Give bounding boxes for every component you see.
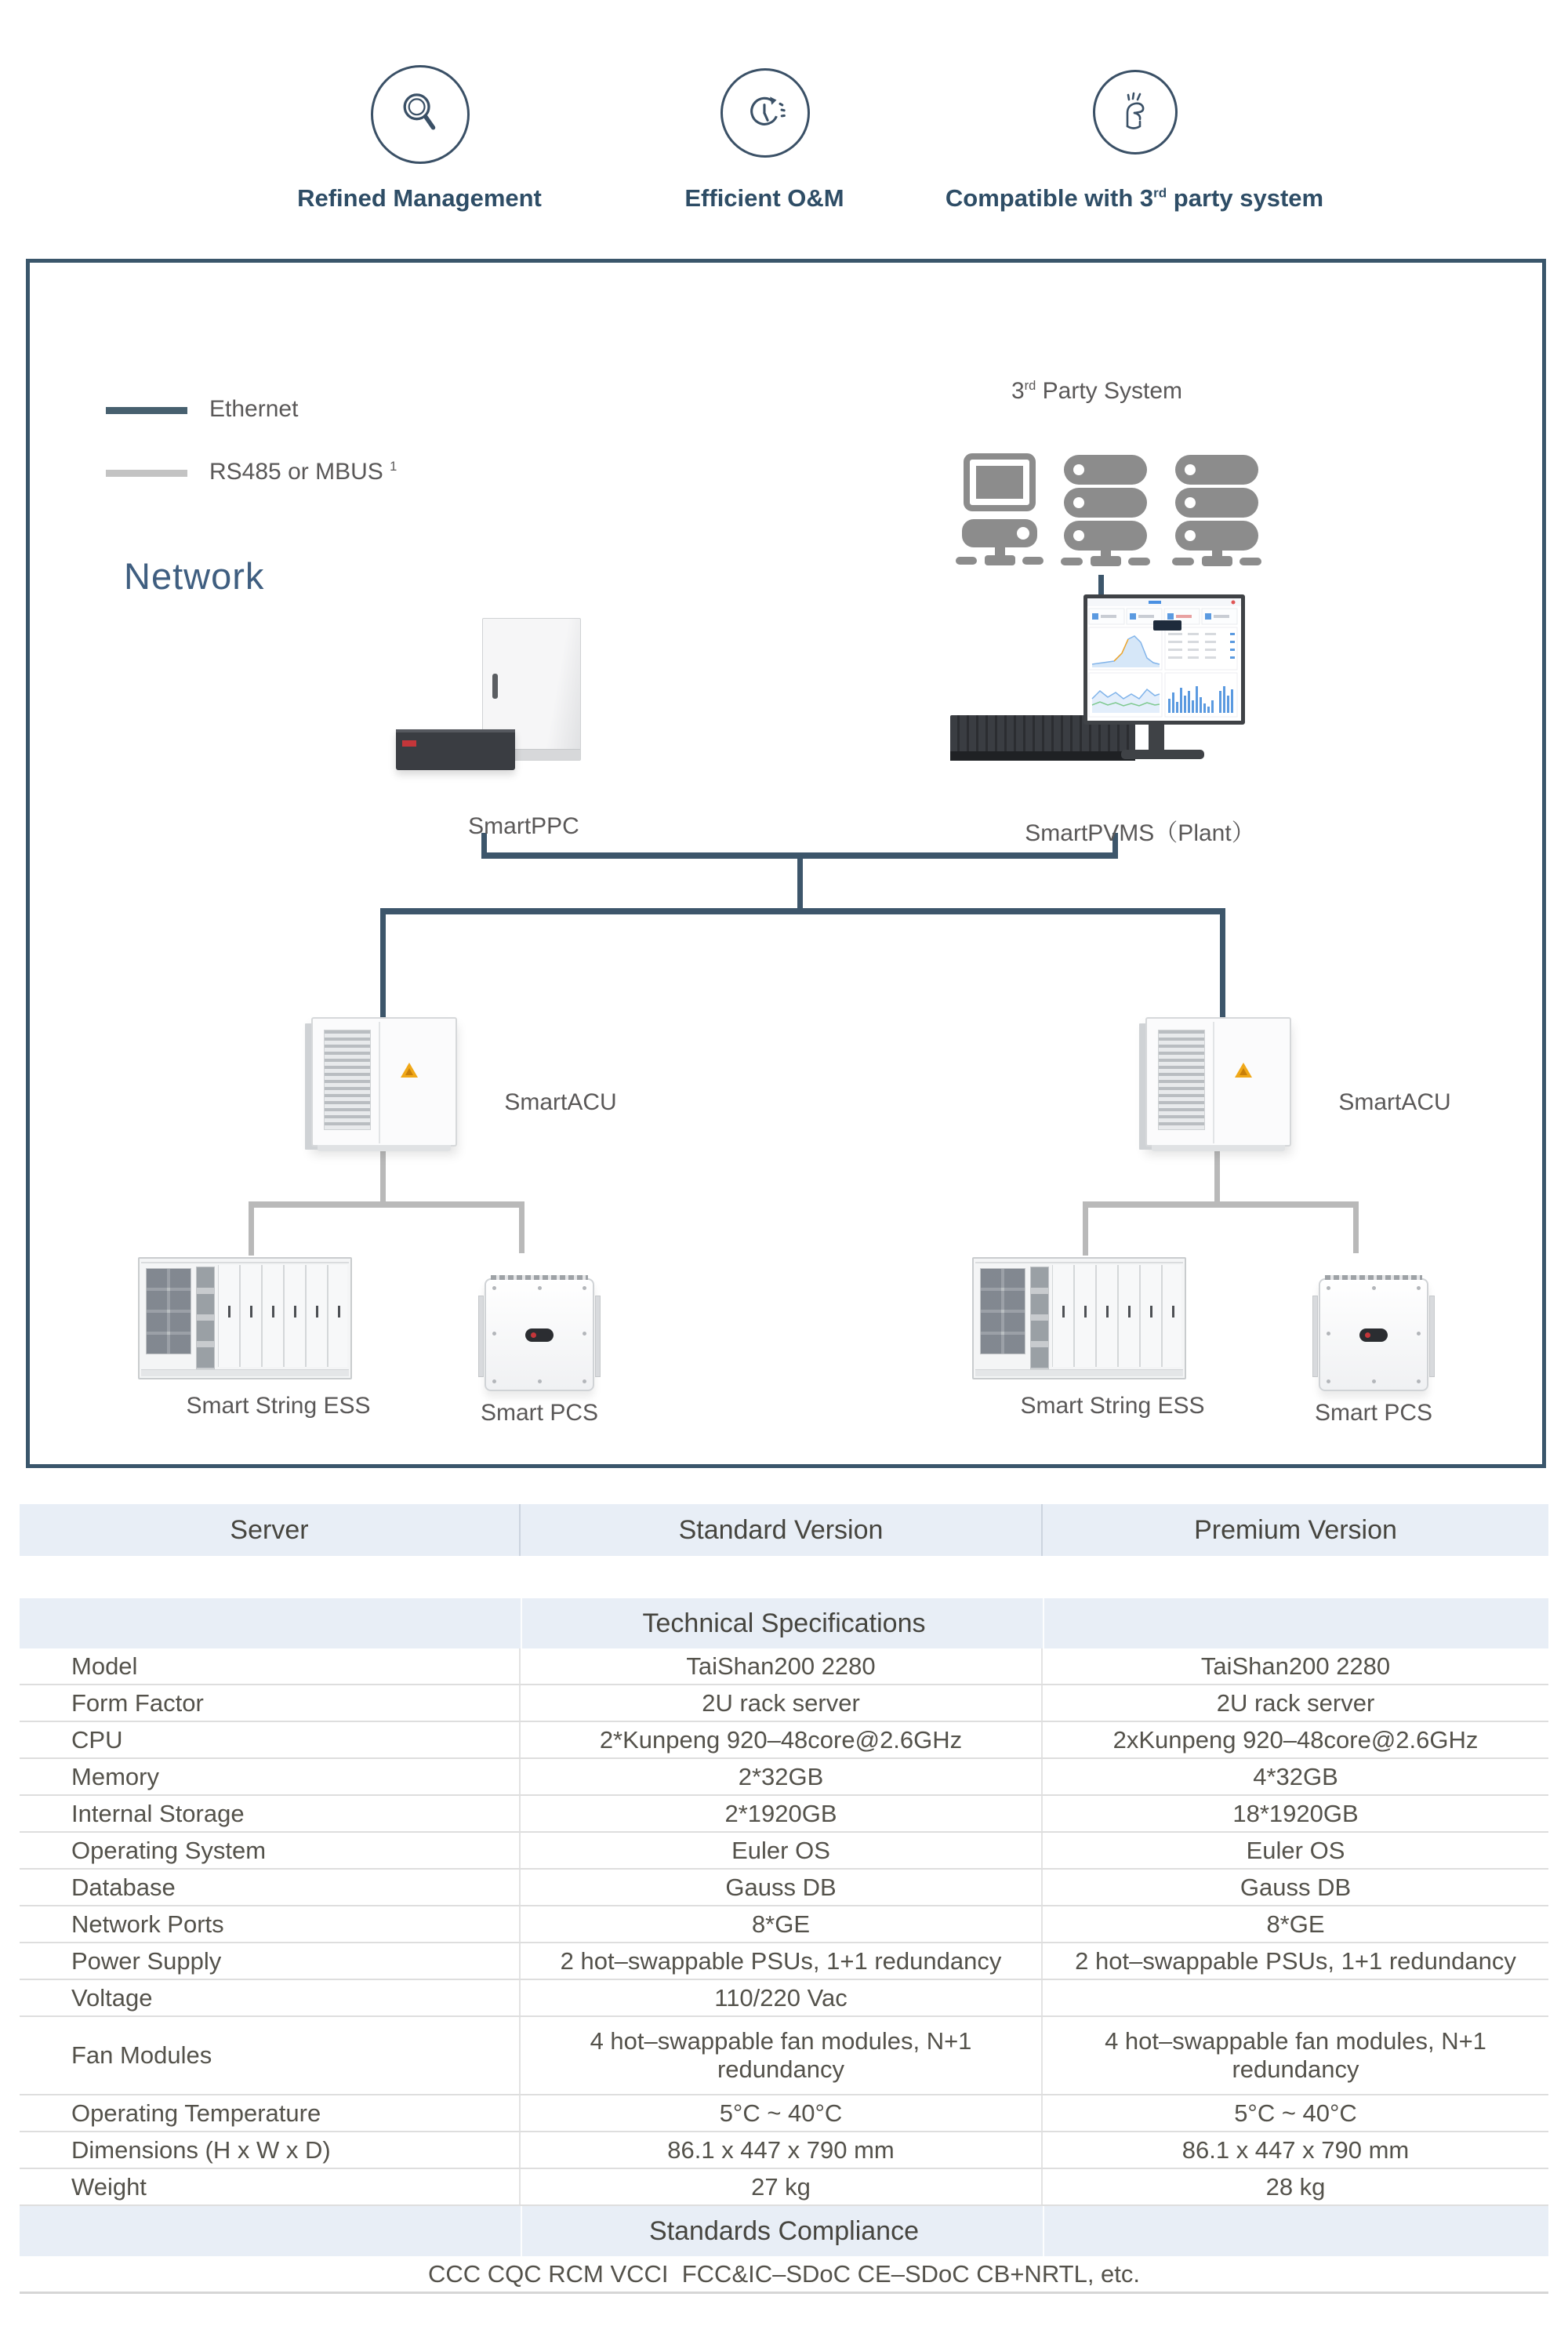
clock-arrow-icon (741, 87, 789, 140)
spec-cell-premium: 8*GE (1266, 1910, 1325, 1938)
ethernet-line-sample (106, 407, 187, 414)
rs485-line (1083, 1201, 1359, 1208)
spec-row-label: Form Factor (20, 1685, 521, 1721)
spec-table (20, 1504, 1548, 2294)
ethernet-line (1220, 914, 1225, 1019)
spec-row-label: Weight (20, 2169, 521, 2204)
legend-rs485-label: RS485 or MBUS $^1$ (209, 459, 397, 485)
spec-cell-standard: 2*1920GB (521, 1796, 1043, 1831)
spec-row-label: Voltage (20, 1980, 521, 2015)
feature-label-compatibility: Compatible with 3rd party system (945, 184, 1324, 212)
table-row (20, 2132, 1548, 2169)
server-stack-icon (1172, 453, 1261, 576)
spec-row-label: Operating Temperature (20, 2095, 521, 2131)
spec-cell-standard: 2*Kunpeng 920–48core@2.6GHz (521, 1722, 1043, 1757)
pcs-left-label: Smart PCS (480, 1400, 599, 1426)
spec-cell-premium: 4*32GB (1253, 1762, 1338, 1790)
network-title: Network (124, 555, 265, 597)
spec-row-label: Operating System (20, 1833, 521, 1868)
monitor-stand (1149, 725, 1164, 753)
rs485-line (519, 1208, 524, 1253)
spec-cell-premium: 4 hot–swappable fan modules, N+1 redundancy (1105, 2027, 1486, 2083)
spec-rows (20, 1648, 1548, 2206)
spec-cell-premium: 28 kg (1265, 2172, 1326, 2201)
spec-row-label: Model (20, 1648, 521, 1684)
spec-cell-standard: 2 hot–swappable PSUs, 1+1 redundancy (521, 1943, 1043, 1979)
spec-cell-standard: 2U rack server (521, 1685, 1043, 1721)
smartpvms-label: SmartPVMS（Plant） (1025, 820, 1255, 846)
dashboard-screen (1087, 598, 1241, 721)
spec-row-label: Fan Modules (20, 2017, 521, 2094)
spec-row-label: Internal Storage (20, 1796, 521, 1831)
smartacu-image (1145, 1017, 1291, 1147)
spec-cell-standard: Euler OS (521, 1833, 1043, 1868)
ethernet-line (481, 852, 1118, 859)
rs485-line (380, 1149, 386, 1201)
spec-cell-standard: TaiShan200 2280 (521, 1648, 1043, 1684)
spec-cell-standard: 4 hot–swappable fan modules, N+1 redundancy (521, 2017, 1043, 2094)
ethernet-line (380, 914, 386, 1019)
tech-specs-section-header: Technical Specifications (20, 1598, 1548, 1648)
rs485-line (249, 1208, 254, 1256)
warning-icon (1235, 1063, 1252, 1078)
feature-label-efficient-om: Efficient O&M (684, 184, 844, 212)
snap-fingers-icon (1112, 87, 1159, 138)
workstation-icon (956, 453, 1044, 576)
warning-icon (401, 1063, 418, 1078)
table-row (20, 2169, 1548, 2206)
magnifier-icon (394, 87, 446, 143)
table-gap (20, 1556, 1548, 1598)
smartacu-left-label: SmartACU (504, 1089, 617, 1115)
ess-right-label: Smart String ESS (1020, 1393, 1205, 1419)
standards-section-header: Standards Compliance (20, 2206, 1548, 2256)
feature-label-refined-management: Refined Management (297, 184, 542, 212)
server-stack-icon (1061, 453, 1150, 576)
smartppc-label: SmartPPC (468, 813, 579, 839)
refined-management-badge (371, 65, 470, 164)
spec-row-label: Power Supply (20, 1943, 521, 1979)
ethernet-line (380, 908, 1225, 914)
network-diagram-panel (26, 259, 1546, 1468)
spec-row-label: CPU (20, 1722, 521, 1757)
table-row (20, 1870, 1548, 1906)
spec-cell-premium: 2U rack server (1216, 1688, 1375, 1717)
table-row (20, 1906, 1548, 1943)
ess-left-label: Smart String ESS (186, 1393, 371, 1419)
spec-cell-premium: Euler OS (1246, 1836, 1345, 1864)
spec-row-label: Memory (20, 1759, 521, 1794)
spec-cell-standard: 110/220 Vac (521, 1980, 1043, 2015)
pcs-right-label: Smart PCS (1314, 1400, 1433, 1426)
rs485-line-sample (106, 470, 187, 477)
spec-cell-premium: 2xKunpeng 920–48core@2.6GHz (1112, 1725, 1479, 1754)
legend-ethernet-label: Ethernet (209, 396, 299, 422)
spec-cell-premium: 5°C ~ 40°C (1234, 2099, 1357, 2127)
smart-pcs-image (1319, 1278, 1428, 1391)
column-header-premium: Premium Version (1194, 1514, 1397, 1545)
smartpvms-monitor-image (1083, 594, 1245, 725)
spec-cell-premium: 86.1 x 447 x 790 mm (1181, 2135, 1410, 2164)
spec-cell-premium: Gauss DB (1240, 1873, 1352, 1901)
rs485-line (1083, 1208, 1088, 1256)
spec-cell-premium (1043, 1980, 1548, 2015)
table-row (20, 1648, 1548, 1685)
spec-cell-standard: 8*GE (521, 1906, 1043, 1942)
table-row (20, 1833, 1548, 1870)
table-row (20, 1685, 1548, 1722)
spec-cell-standard: Gauss DB (521, 1870, 1043, 1905)
spec-cell-standard: 2*32GB (521, 1759, 1043, 1794)
spec-cell-standard: 27 kg (521, 2169, 1043, 2204)
compliance-row: CCC CQC RCM VCCI FCC&IC–SDoC CE–SDoC CB+NRTL, etc. (20, 2256, 1548, 2294)
smartacu-right-label: SmartACU (1338, 1089, 1451, 1115)
efficient-om-badge (720, 68, 810, 158)
smart-pcs-image (485, 1278, 594, 1391)
table-row (20, 1796, 1548, 1833)
smartacu-image (311, 1017, 457, 1147)
compatibility-badge (1093, 70, 1178, 154)
spec-cell-premium: 18*1920GB (1232, 1799, 1359, 1827)
monitor-base (1121, 750, 1204, 759)
column-header-standard: Standard Version (521, 1504, 1043, 1556)
smartppc-controller-image (396, 729, 515, 770)
column-header-server: Server (20, 1504, 521, 1556)
rs485-line (1353, 1208, 1359, 1253)
spec-cell-standard: 5°C ~ 40°C (521, 2095, 1043, 2131)
spec-cell-standard: 86.1 x 447 x 790 mm (521, 2132, 1043, 2168)
table-row (20, 1722, 1548, 1759)
third-party-system-label: 3rd Party System (1011, 378, 1183, 404)
table-row (20, 2095, 1548, 2132)
spec-cell-premium: TaiShan200 2280 (1200, 1652, 1391, 1680)
table-header-row (20, 1504, 1548, 1556)
rs485-line (249, 1201, 524, 1208)
smart-string-ess-image (972, 1257, 1186, 1379)
smart-string-ess-image (138, 1257, 352, 1379)
spec-row-label: Network Ports (20, 1906, 521, 1942)
rs485-line (1214, 1149, 1220, 1201)
ethernet-line (797, 859, 803, 908)
table-row (20, 1759, 1548, 1796)
table-row (20, 2017, 1548, 2095)
spec-row-label: Dimensions (H x W x D) (20, 2132, 521, 2168)
table-row (20, 1980, 1548, 2017)
table-row (20, 1943, 1548, 1980)
spec-row-label: Database (20, 1870, 521, 1905)
spec-cell-premium: 2 hot–swappable PSUs, 1+1 redundancy (1075, 1946, 1516, 1975)
